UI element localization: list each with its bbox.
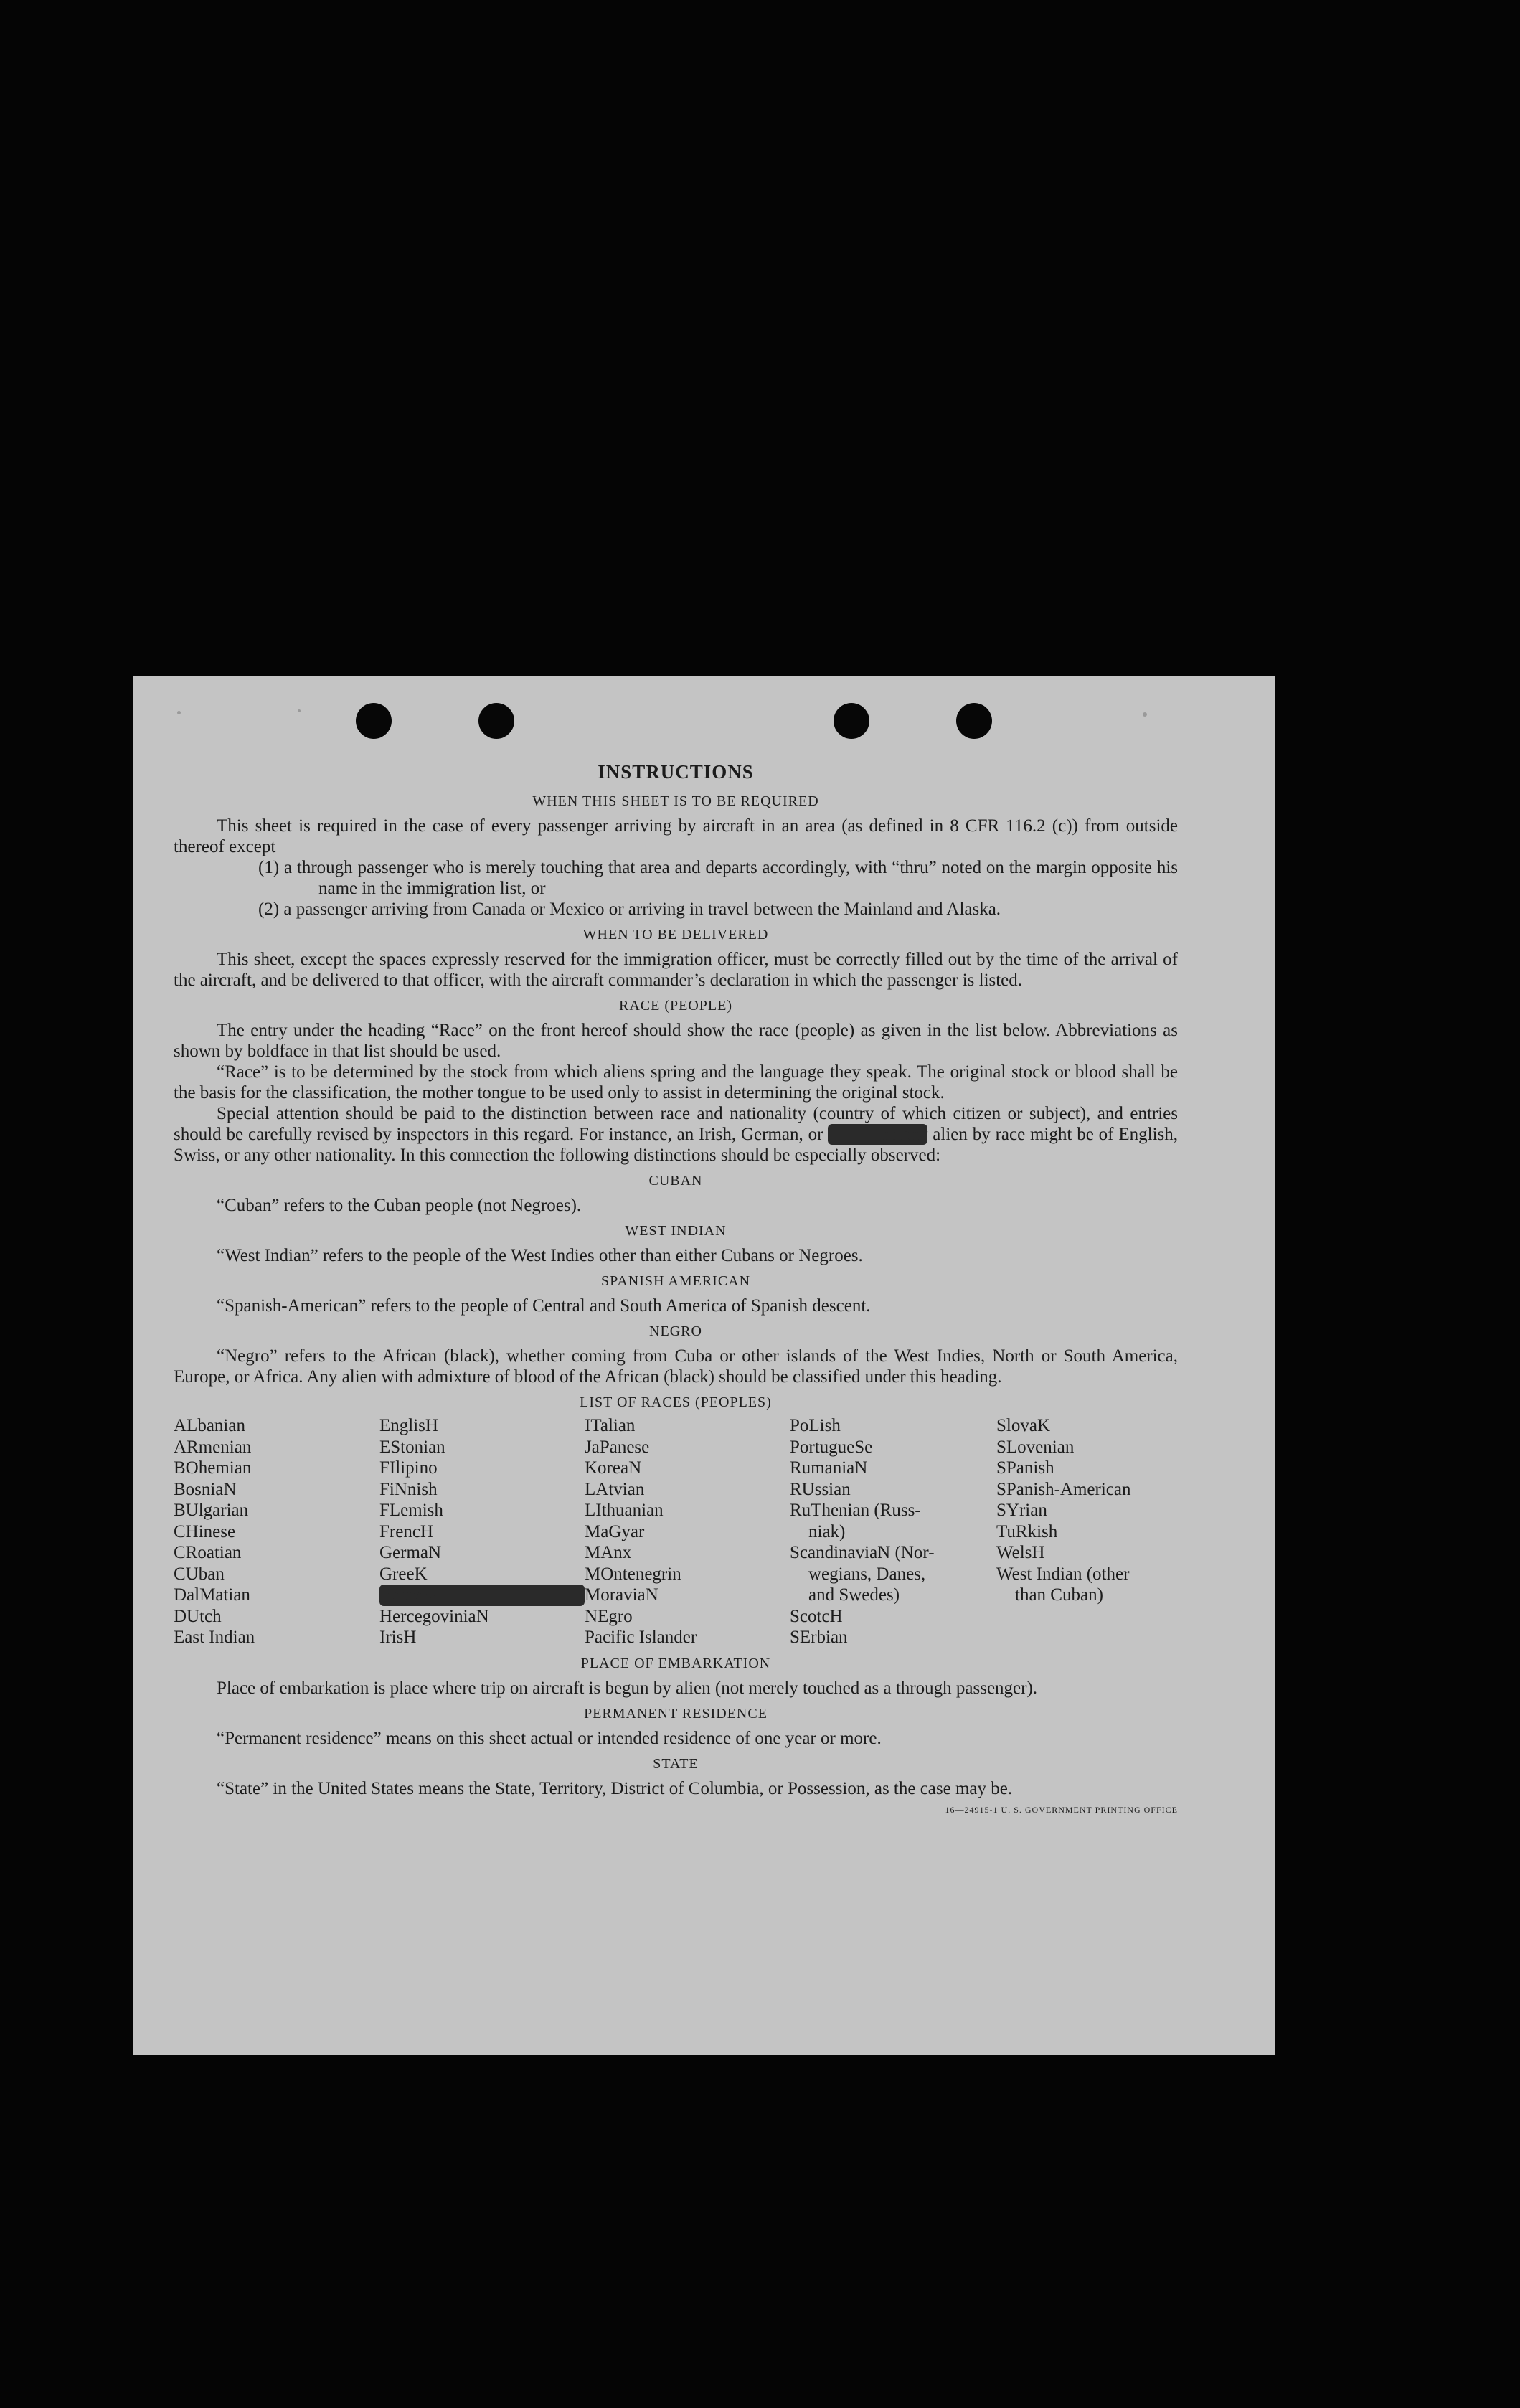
race-entry-struck [379,1585,585,1606]
race-entry: JaPanese [585,1437,650,1457]
race-entry: KoreaN [585,1458,642,1478]
page-title: INSTRUCTIONS [598,761,754,783]
race-entry: West Indian (other [996,1564,1130,1584]
race-paragraph-3-end: alien by race might be of English, Swiss, or any other nationality. In this connection the following distinctions should be especially observed: [174,1125,1178,1165]
race-entry: MoraviaN [585,1585,658,1605]
race-entry: FIlipino [379,1458,438,1478]
race-entry: BUlgarian [174,1501,249,1520]
embarkation-heading: PLACE OF EMBARKATION [580,1655,771,1671]
race-entry: RuThenian (Russ- [790,1501,921,1520]
race-entry: CRoatian [174,1543,242,1562]
race-entry-continuation: and Swedes) [808,1585,900,1605]
race-entry: FiNnish [379,1479,438,1499]
punch-hole-1 [356,703,392,739]
race-entry: Pacific Islander [585,1628,697,1647]
race-entry: NEgro [585,1606,633,1626]
race-entry: East Indian [174,1628,255,1647]
exception-item-1: (1) a through passenger who is merely touching that area and departs accordingly, with “thru” noted on the margin opposite his name in the immigration list, or [258,858,1178,898]
race-entry: DUtch [174,1606,222,1626]
west-indian-heading: WEST INDIAN [625,1223,727,1239]
residence-text: “Permanent residence” means on this sheet actual or intended residence of one year or more. [217,1728,882,1748]
race-entry-continuation: niak) [808,1521,846,1541]
race-paragraph-3 [174,1103,1178,1166]
race-entry: GreeK [379,1564,428,1584]
dust-speck [177,711,181,714]
race-paragraph-3-start: Special attention should be paid to the distinction between race and nationality (country of which citizen or subject), and entries should be carefully revised by inspectors in this regard. For instance, an Irish, German, or [174,1104,1178,1144]
instruction-sheet [133,676,1275,2055]
races-column-5 [996,1415,1178,1648]
race-entry: BOhemian [174,1458,252,1478]
races-column-3 [585,1415,790,1648]
when-delivered-text: This sheet, except the spaces expressly reserved for the immigration officer, must be correctly filled out by the time of the arrival of the aircraft, and be delivered to that officer, with the aircraft commander’s declaration in which the passenger is listed. [174,950,1178,990]
race-entry: HercegoviniaN [379,1606,489,1626]
race-entry: ITalian [585,1416,636,1435]
race-entry: FLemish [379,1501,443,1520]
race-entry: SLovenian [996,1437,1075,1457]
race-entry: FrencH [379,1521,433,1541]
embarkation-text: Place of embarkation is place where trip on aircraft is begun by alien (not merely touched as a through passenger). [217,1678,1038,1698]
residence-heading: PERMANENT RESIDENCE [584,1705,768,1722]
race-entry: RUssian [790,1479,851,1499]
race-paragraph-2: “Race” is to be determined by the stock from which aliens spring and the language they speak. The original stock or blood shall be the basis for the classification, the mother tongue to be used only to assist in determining the original stock. [174,1062,1178,1103]
punch-hole-3 [834,703,869,739]
race-paragraph-1: The entry under the heading “Race” on the front hereof should show the race (people) as given in the list below. Abbreviations as shown by boldface in that list should be used. [174,1021,1178,1061]
race-entry: IrisH [379,1628,417,1647]
printing-office-code: 16—24915-1 U. S. GOVERNMENT PRINTING OFFICE [945,1804,1178,1815]
negro-heading: NEGRO [649,1323,702,1339]
races-column-1 [174,1415,379,1648]
spanish-american-text: “Spanish-American” refers to the people of Central and South America of Spanish descent. [217,1296,871,1316]
race-entry: DalMatian [174,1585,250,1605]
state-text: “State” in the United States means the State, Territory, District of Columbia, or Possession, as the case may be. [217,1778,1013,1798]
race-entry: WelsH [996,1543,1045,1562]
race-entry: ScotcH [790,1606,843,1626]
race-entry: SPanish-American [996,1479,1131,1499]
race-entry: EStonian [379,1437,445,1457]
race-entry: ALbanian [174,1416,245,1435]
punch-hole-2 [478,703,514,739]
race-entry: RumaniaN [790,1458,868,1478]
race-entry: ScandinaviaN (Nor- [790,1543,935,1562]
dust-speck [298,709,301,712]
race-entry: MAnx [585,1543,632,1562]
when-required-intro: This sheet is required in the case of every passenger arriving by aircraft in an area (as defined in 8 CFR 116.2 (c)) from outside thereof except [174,816,1178,856]
when-required-heading: WHEN THIS SHEET IS TO BE REQUIRED [532,793,819,809]
dust-speck [1143,712,1147,717]
races-column-4 [790,1415,996,1648]
race-entry: SlovaK [996,1416,1050,1435]
race-entry: EnglisH [379,1416,438,1435]
race-entry-continuation: than Cuban) [1015,1585,1103,1605]
negro-text: “Negro” refers to the African (black), whether coming from Cuba or other islands of the West Indies, North or South America, Europe, or Africa. Any alien with admixture of blood of the African (black) should be classified under this heading. [174,1346,1178,1387]
race-heading: RACE (PEOPLE) [619,998,732,1014]
cuban-text: “Cuban” refers to the Cuban people (not Negroes). [217,1196,582,1215]
west-indian-text: “West Indian” refers to the people of the West Indies other than either Cubans or Negroes. [217,1246,863,1265]
race-entry: CUban [174,1564,225,1584]
exception-item-2: (2) a passenger arriving from Canada or Mexico or arriving in travel between the Mainland and Alaska. [258,900,1001,919]
race-entry: MOntenegrin [585,1564,681,1584]
race-entry-continuation: wegians, Danes, [808,1564,926,1584]
race-entry: PoLish [790,1416,841,1435]
list-of-races-heading: LIST OF RACES (PEOPLES) [580,1394,772,1410]
race-entry: PortugueSe [790,1437,873,1457]
races-column-2 [379,1415,585,1648]
race-entry: SPanish [996,1458,1054,1478]
state-heading: STATE [653,1755,699,1772]
when-delivered-heading: WHEN TO BE DELIVERED [582,927,769,943]
race-entry: SErbian [790,1628,848,1647]
race-entry: GermaN [379,1543,442,1562]
race-entry: ARmenian [174,1437,252,1457]
race-entry: TuRkish [996,1521,1058,1541]
struck-out-word: Hebrew [379,1585,585,1606]
race-entry: BosniaN [174,1479,237,1499]
instructions-content [174,761,1178,1816]
struck-out-word: Hebrew [828,1124,927,1145]
race-entry: CHinese [174,1521,236,1541]
race-entry: SYrian [996,1501,1047,1520]
cuban-heading: CUBAN [648,1173,703,1189]
races-list [174,1415,1178,1648]
spanish-american-heading: SPANISH AMERICAN [600,1273,751,1289]
race-entry: LAtvian [585,1479,645,1499]
race-entry: LIthuanian [585,1501,664,1520]
race-entry: MaGyar [585,1521,645,1541]
punch-hole-4 [956,703,992,739]
